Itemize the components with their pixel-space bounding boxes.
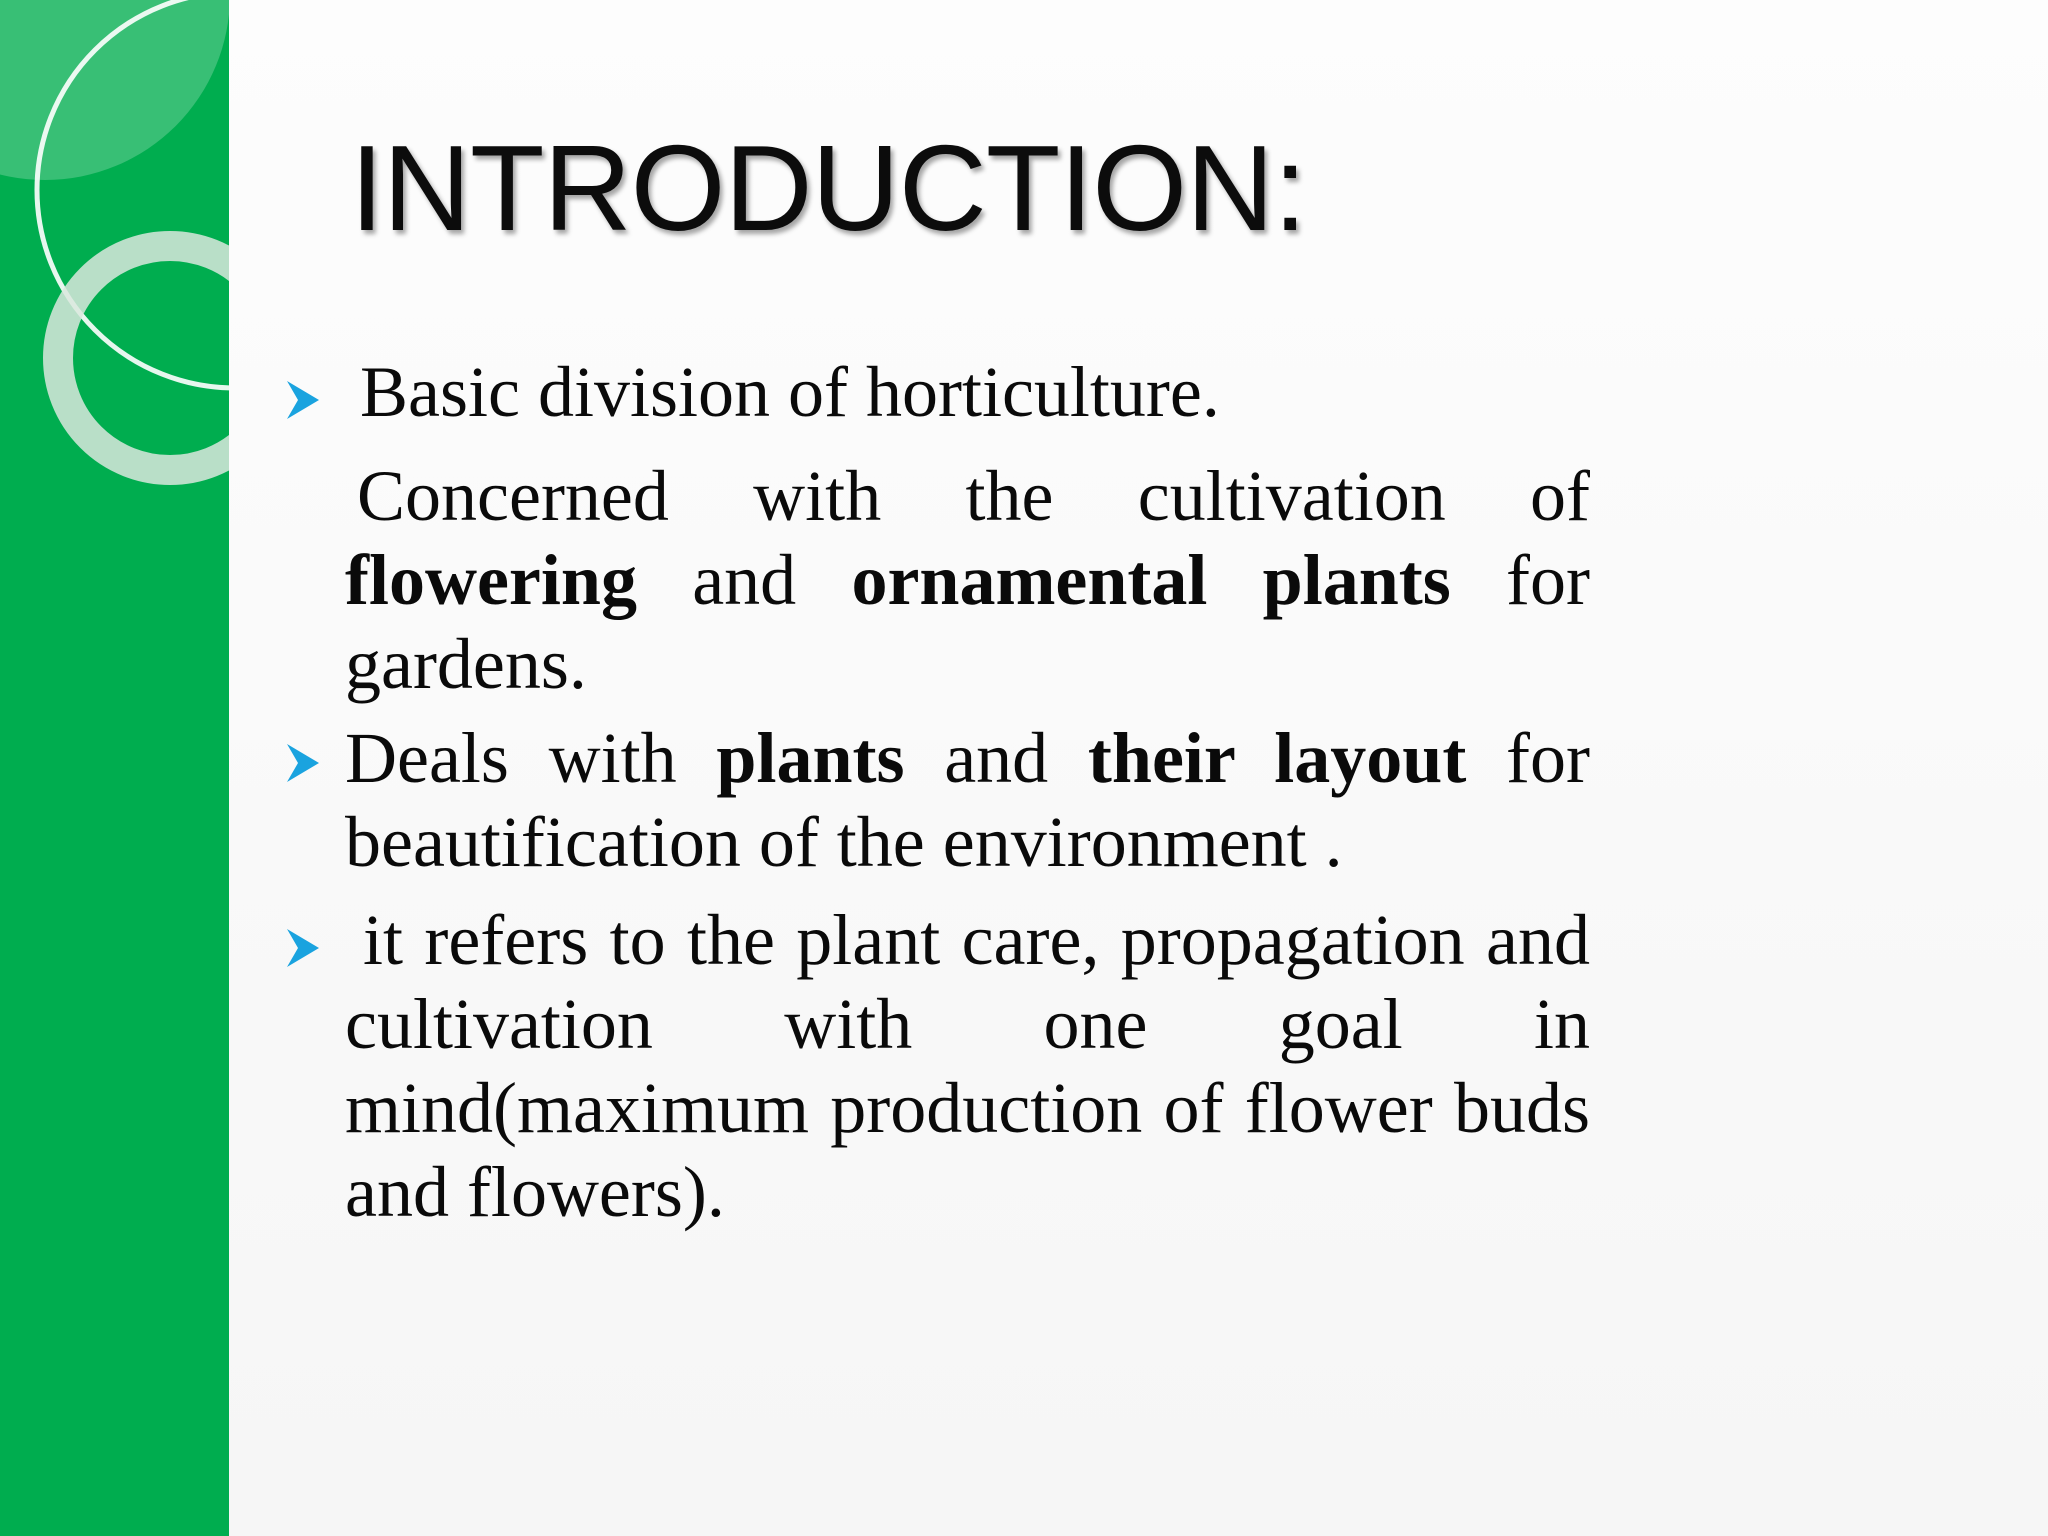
bold-term-ornamental-plants: ornamental plants: [851, 540, 1451, 620]
bullet-text: Deals with: [345, 718, 717, 798]
bullet-text: it refers to the plant care, propagation and cultivation with one goal in mind(maximum production of flower buds and flowers).: [345, 900, 1590, 1232]
bullet-text: Basic division of horticulture.: [360, 352, 1220, 432]
bullet-point-deals-with: [345, 716, 1590, 884]
slide-title: INTRODUCTION:: [350, 120, 1307, 256]
decorative-circles-graphic: [0, 0, 229, 1536]
bullet-point-plant-care: [345, 898, 1590, 1234]
bullet-text: for beautification of the environment .: [345, 718, 1590, 882]
decorative-side-band: [0, 0, 229, 1536]
bold-term-flowering: flowering: [345, 540, 637, 620]
paragraph-concerned-with: [345, 454, 1590, 706]
paragraph-text: for gardens.: [345, 540, 1591, 704]
arrowhead-bullet-icon: [283, 741, 323, 785]
paragraph-text: and: [636, 540, 852, 620]
bullet-text: and: [904, 718, 1088, 798]
paragraph-text: Concerned with the cultivation of: [357, 456, 1590, 536]
bold-term-plants: plants: [716, 718, 905, 798]
bullet-point-basic-division: [360, 350, 1605, 434]
bold-term-their-layout: their layout: [1087, 718, 1467, 798]
arrowhead-bullet-icon: [283, 378, 323, 422]
arrowhead-bullet-icon: [283, 926, 323, 970]
